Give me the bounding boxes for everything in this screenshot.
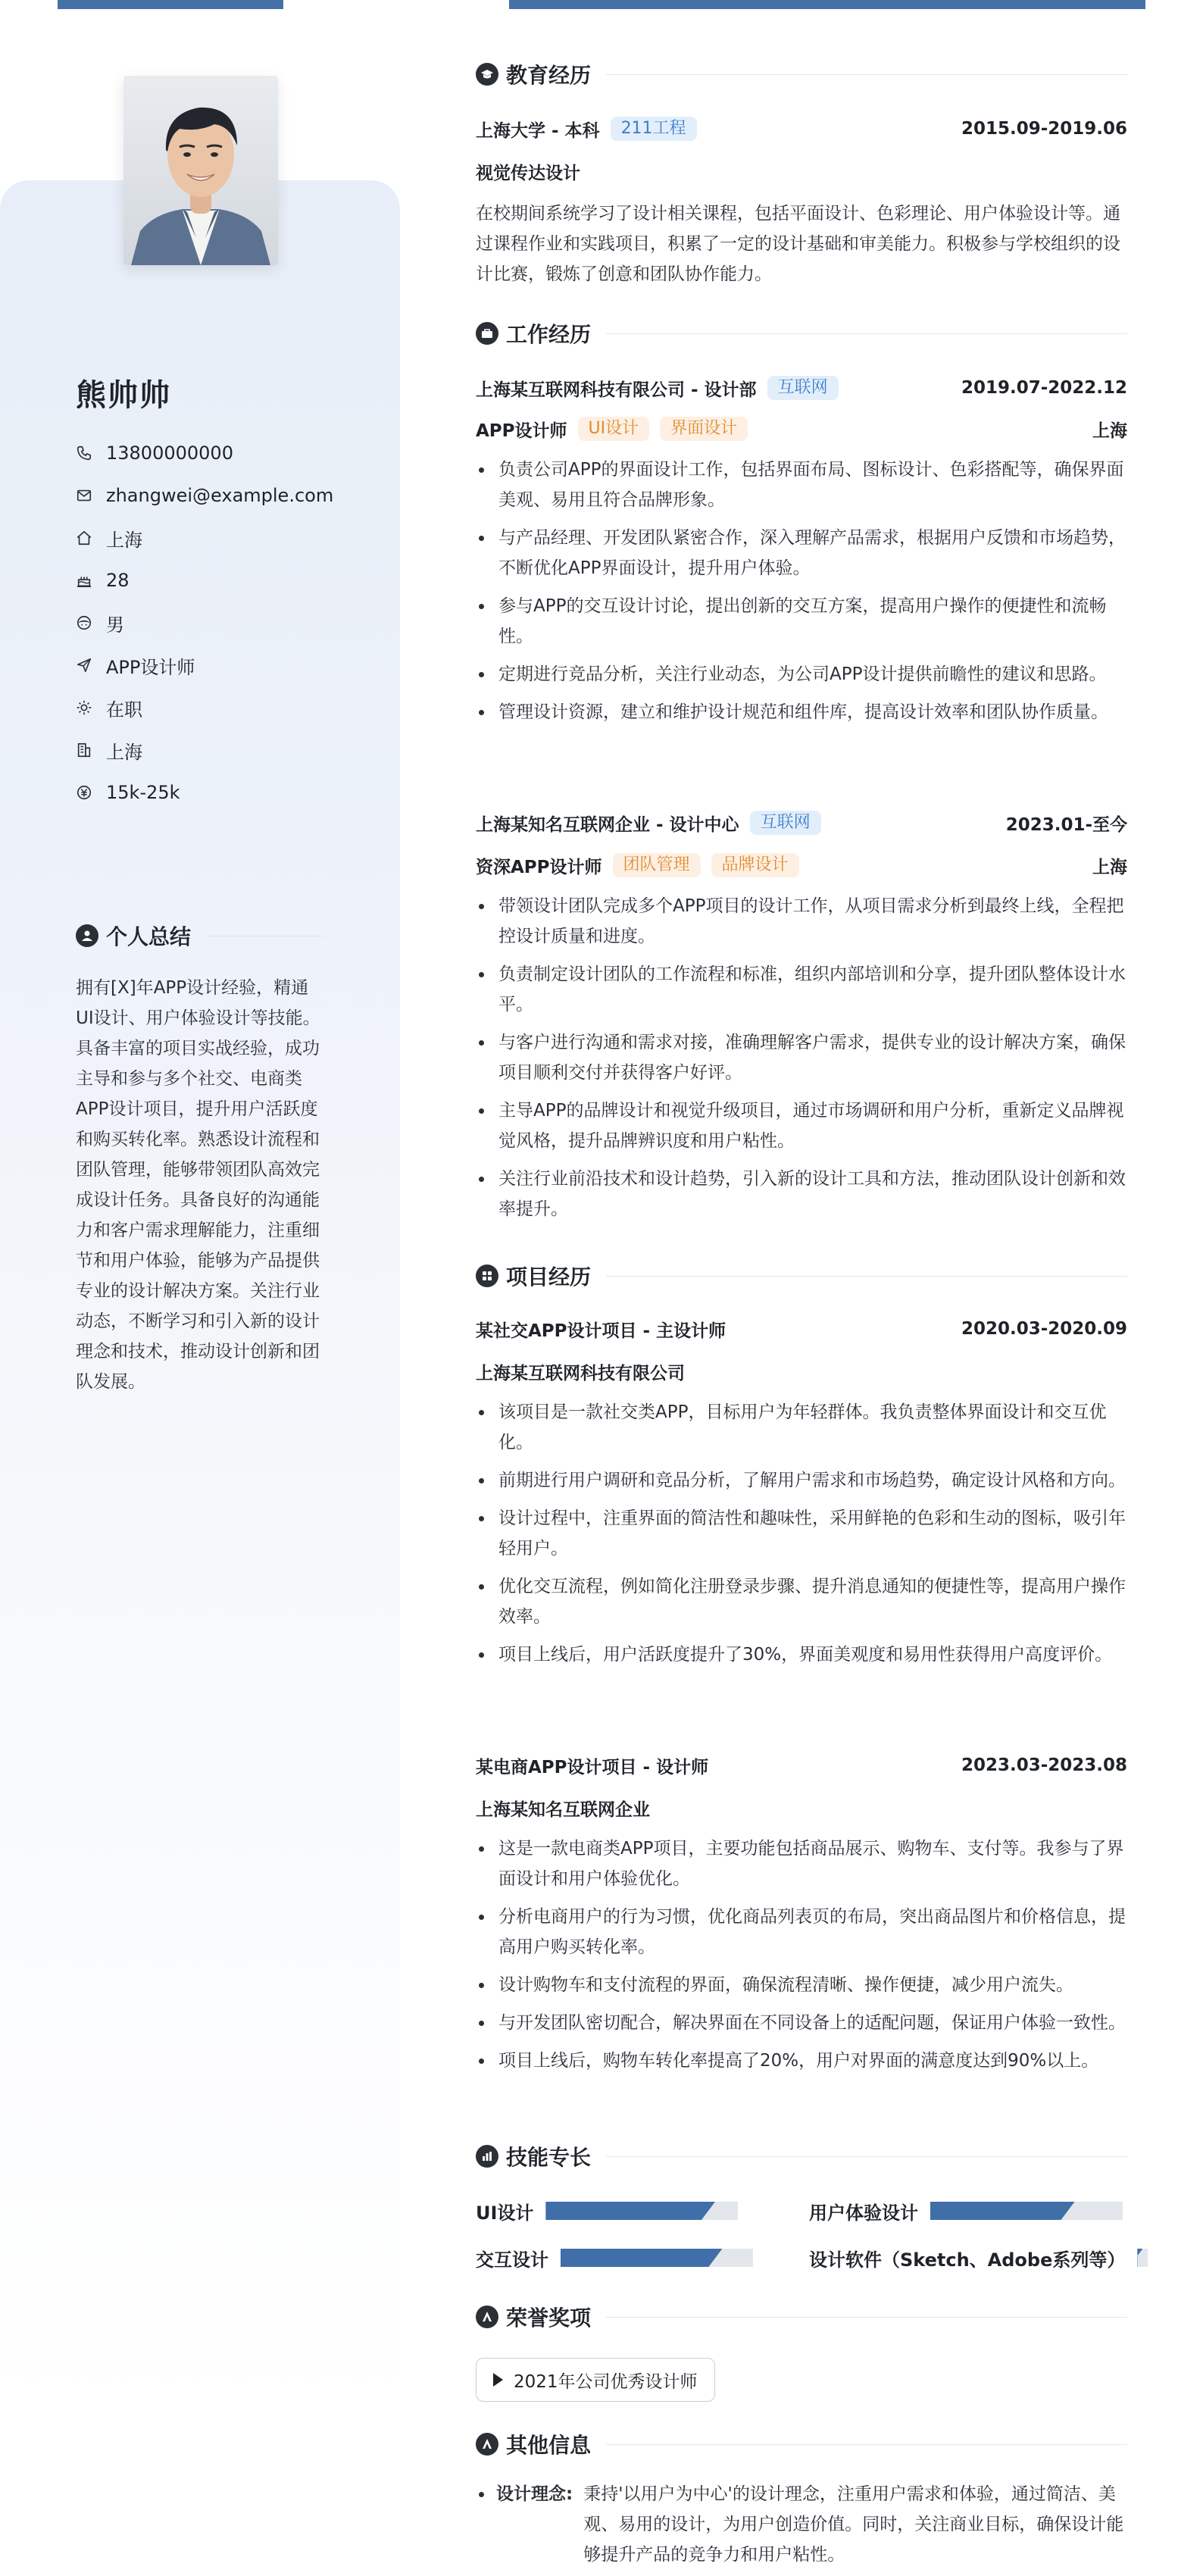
skill-label: 用户体验设计 xyxy=(809,2202,918,2224)
info-position xyxy=(76,644,333,686)
section-title: 工作经历 xyxy=(506,322,592,347)
salary-icon xyxy=(76,784,92,801)
project-period: 2020.03-2020.09 xyxy=(961,1319,1127,1339)
info-phone xyxy=(76,432,333,474)
skill-item xyxy=(809,2197,1123,2224)
divider xyxy=(606,2444,1127,2445)
list-item: 设计购物车和支付流程的界面，确保流程清晰、操作便捷，减少用户流失。 xyxy=(476,1970,1127,2000)
skill-bar xyxy=(545,2202,738,2220)
other-info xyxy=(476,2479,1127,2570)
education-description: 在校期间系统学习了设计相关课程，包括平面设计、色彩理论、用户体验设计等。通过课程作业和实践项目，积累了一定的设计基础和审美能力。积极参与学校组织的设计比赛，锻炼了创意和团队协作能力。 xyxy=(476,204,1120,284)
skill-bar xyxy=(561,2249,753,2267)
education-row xyxy=(476,115,1127,142)
skill-tag: 团队管理 xyxy=(613,853,701,877)
grid-icon xyxy=(476,1265,498,1287)
school-tag: 211工程 xyxy=(611,117,697,141)
info-icon xyxy=(476,2433,498,2456)
building-icon xyxy=(76,742,92,758)
other-text: 秉持'以用户为中心'的设计理念，注重用户需求和体验，通过简洁、美观、易用的设计，为用户创造价值。同时，关注商业目标，确保设计能够提升产品的竞争力和用户粘性。 xyxy=(583,2484,1124,2565)
candidate-name: 熊帅帅 xyxy=(76,378,171,413)
divider xyxy=(606,2156,1127,2157)
home-icon xyxy=(76,530,92,546)
list-item: 分析电商用户的行为习惯，优化商品列表页的布局，突出商品图片和价格信息，提高用户购买转化率。 xyxy=(476,1902,1127,1962)
skill-fill xyxy=(930,2202,1075,2220)
skill-fill xyxy=(561,2249,722,2267)
skill-bar xyxy=(1137,2249,1148,2267)
job-company: 上海某互联网科技有限公司 - 设计部 xyxy=(476,380,757,400)
major: 视觉传达设计 xyxy=(476,163,580,183)
section-title: 荣誉奖项 xyxy=(506,2306,592,2331)
divider xyxy=(606,2317,1127,2318)
skill-tag: 品牌设计 xyxy=(711,853,799,877)
info-text: 28 xyxy=(106,570,130,591)
education-heading xyxy=(476,59,1127,89)
info-text: 13800000000 xyxy=(106,442,233,464)
list-item: 与开发团队密切配合，解决界面在不同设备上的适配问题，保证用户体验一致性。 xyxy=(476,2008,1127,2038)
award-icon xyxy=(476,2306,498,2328)
phone-icon xyxy=(76,445,92,461)
info-text: 上海 xyxy=(106,741,142,763)
project-period: 2023.03-2023.08 xyxy=(961,1755,1127,1775)
job-bullets xyxy=(476,455,1127,735)
education-period: 2015.09-2019.06 xyxy=(961,119,1127,139)
info-location xyxy=(76,517,333,559)
info-gender xyxy=(76,602,333,644)
project-name: 某社交APP设计项目 - 主设计师 xyxy=(476,1321,726,1341)
top-accent-bar-left xyxy=(58,0,283,9)
skill-label: 交互设计 xyxy=(476,2249,548,2271)
section-title: 技能专长 xyxy=(506,2145,592,2170)
job-header xyxy=(476,374,1127,402)
project-bullets xyxy=(476,1397,1127,1677)
info-text: 在职 xyxy=(106,699,142,721)
briefcase-icon xyxy=(476,322,498,345)
projects-heading xyxy=(476,1261,1127,1291)
info-status xyxy=(76,686,333,729)
user-icon xyxy=(76,924,98,947)
list-item: 项目上线后，购物车转化率提高了20%，用户对界面的满意度达到90%以上。 xyxy=(476,2046,1127,2076)
list-item: 设计过程中，注重界面的简洁性和趣味性，采用鲜艳的色彩和生动的图标，吸引年轻用户。 xyxy=(476,1503,1127,1564)
job-position: APP设计师 xyxy=(476,420,567,441)
skill-label: 设计软件（Sketch、Adobe系列等） xyxy=(809,2249,1126,2271)
list-item: 该项目是一款社交类APP，目标用户为年轻群体。我负责整体界面设计和交互优化。 xyxy=(476,1397,1127,1458)
job-city: 上海 xyxy=(1092,420,1127,441)
list-item: 优化交互流程，例如简化注册登录步骤、提升消息通知的便捷性等，提高用户操作效率。 xyxy=(476,1571,1127,1632)
job-period: 2019.07-2022.12 xyxy=(961,378,1127,398)
list-item: 前期进行用户调研和竞品分析，了解用户需求和市场趋势，确定设计风格和方向。 xyxy=(476,1465,1127,1496)
summary-title: 个人总结 xyxy=(106,924,192,949)
project-company-row xyxy=(476,1794,1127,1821)
contact-info-list xyxy=(76,432,333,814)
list-item: 带领设计团队完成多个APP项目的设计工作，从项目需求分析到最终上线，全程把控设计质量和进度。 xyxy=(476,891,1127,952)
other-label: 设计理念: xyxy=(496,2484,573,2504)
play-icon xyxy=(493,2373,503,2387)
info-salary xyxy=(76,771,333,814)
list-item: 与产品经理、开发团队紧密合作，深入理解产品需求，根据用户反馈和市场趋势，不断优化APP界面设计，提升用户体验。 xyxy=(476,523,1127,583)
project-company: 上海某互联网科技有限公司 xyxy=(476,1363,685,1383)
job-position-row xyxy=(476,852,1127,879)
list-item: 管理设计资源，建立和维护设计规范和组件库，提高设计效率和团队协作质量。 xyxy=(476,697,1127,727)
project-company: 上海某知名互联网企业 xyxy=(476,1799,650,1820)
industry-tag: 互联网 xyxy=(767,376,839,400)
list-item xyxy=(476,2479,1127,2570)
skill-bar xyxy=(930,2202,1123,2220)
skill-item xyxy=(476,2244,753,2271)
work-heading xyxy=(476,318,1127,349)
job-period: 2023.01-至今 xyxy=(1005,814,1127,835)
divider xyxy=(606,74,1127,75)
project-company-row xyxy=(476,1358,1127,1385)
award-text: 2021年公司优秀设计师 xyxy=(514,2371,698,2392)
list-item: 关注行业前沿技术和设计趋势，引入新的设计工具和方法，推动团队设计创新和效率提升。 xyxy=(476,1164,1127,1224)
job-bullets xyxy=(476,891,1127,1232)
project-bullets xyxy=(476,1834,1127,2084)
info-email xyxy=(76,474,333,517)
job-city: 上海 xyxy=(1092,857,1127,877)
info-text: 15k-25k xyxy=(106,782,180,803)
project-header xyxy=(476,1752,1127,1779)
info-age xyxy=(76,559,333,602)
mail-icon xyxy=(76,487,92,504)
list-item: 与客户进行沟通和需求对接，准确理解客户需求，提供专业的设计解决方案，确保项目顺利交付并获得客户好评。 xyxy=(476,1027,1127,1088)
top-accent-bar-right xyxy=(509,0,1145,9)
summary-text: 拥有[X]年APP设计经验，精通UI设计、用户体验设计等技能。具备丰富的项目实战经验，成功主导和参与多个社交、电商类APP设计项目，提升用户活跃度和购买转化率。熟悉设计流程和团队管理，能够带领团队高效完成设计任务。具备良好的沟通能力和客户需求理解能力，注重细节和用户体验，能够为产品提供专业的设计解决方案。关注行业动态，不断学习和引入新的设计理念和技术，推动设计创新和团队发展。 xyxy=(76,978,320,1392)
major-row xyxy=(476,158,1127,185)
status-icon xyxy=(76,699,92,716)
project-name: 某电商APP设计项目 - 设计师 xyxy=(476,1757,709,1777)
list-item: 负责制定设计团队的工作流程和标准，组织内部培训和分享，提升团队整体设计水平。 xyxy=(476,959,1127,1020)
skill-tag: UI设计 xyxy=(578,417,650,441)
avatar xyxy=(123,76,278,265)
send-icon xyxy=(76,657,92,674)
skills-heading xyxy=(476,2141,1127,2171)
info-text: APP设计师 xyxy=(106,656,195,678)
skill-fill xyxy=(545,2202,715,2220)
other-heading xyxy=(476,2429,1127,2459)
school-name: 上海大学 - 本科 xyxy=(476,120,600,141)
cake-icon xyxy=(76,572,92,589)
project-header xyxy=(476,1315,1127,1343)
skill-item xyxy=(476,2197,738,2224)
list-item: 定期进行竞品分析，关注行业动态，为公司APP设计提供前瞻性的建议和思路。 xyxy=(476,659,1127,689)
job-position: 资深APP设计师 xyxy=(476,857,602,877)
section-title: 项目经历 xyxy=(506,1265,592,1290)
section-title: 其他信息 xyxy=(506,2433,592,2458)
awards-heading xyxy=(476,2302,1127,2332)
skill-item xyxy=(809,2244,1148,2271)
bar-chart-icon xyxy=(476,2145,498,2168)
avatar-photo xyxy=(123,76,278,265)
list-item: 参与APP的交互设计讨论，提出创新的交互方案，提高用户操作的便捷性和流畅性。 xyxy=(476,591,1127,652)
bullet-dot xyxy=(479,2492,484,2497)
info-expected-city xyxy=(76,729,333,771)
divider xyxy=(606,1276,1127,1277)
job-company: 上海某知名互联网企业 - 设计中心 xyxy=(476,814,739,835)
job-position-row xyxy=(476,415,1127,442)
info-text: zhangwei@example.com xyxy=(106,485,334,506)
job-header xyxy=(476,809,1127,836)
list-item: 负责公司APP的界面设计工作，包括界面布局、图标设计、色彩搭配等，确保界面美观、易用且符合品牌形象。 xyxy=(476,455,1127,515)
list-item: 项目上线后，用户活跃度提升了30%，界面美观度和易用性获得用户高度评价。 xyxy=(476,1640,1127,1670)
summary-heading xyxy=(76,921,324,951)
info-text: 男 xyxy=(106,614,124,636)
info-text: 上海 xyxy=(106,529,142,551)
divider xyxy=(606,333,1127,334)
list-item: 主导APP的品牌设计和视觉升级项目，通过市场调研和用户分析，重新定义品牌视觉风格，提升品牌辨识度和用户粘性。 xyxy=(476,1096,1127,1156)
skill-fill xyxy=(1137,2249,1142,2267)
skill-tag: 界面设计 xyxy=(660,417,748,441)
industry-tag: 互联网 xyxy=(750,811,821,835)
award-item xyxy=(476,2358,715,2402)
list-item: 这是一款电商类APP项目，主要功能包括商品展示、购物车、支付等。我参与了界面设计和用户体验优化。 xyxy=(476,1834,1127,1894)
gender-icon xyxy=(76,614,92,631)
graduation-cap-icon xyxy=(476,63,498,86)
skill-label: UI设计 xyxy=(476,2202,534,2224)
section-title: 教育经历 xyxy=(506,63,592,88)
